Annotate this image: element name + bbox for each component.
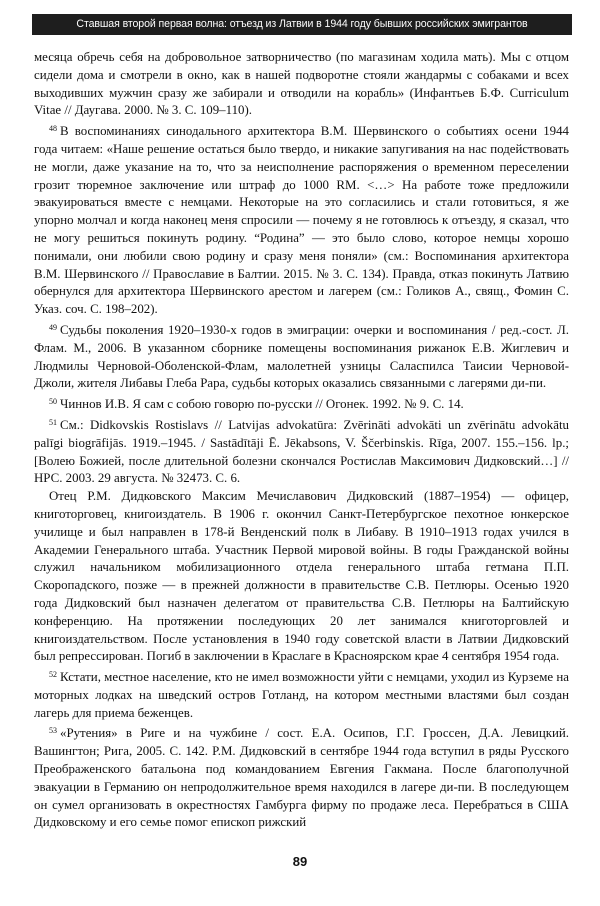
- paragraph-text: Отец Р.М. Дидковского Максим Мечиславович Дидковский (1887–1954) — офицер, книготорговец, книгоиздатель. В 1906 г. окончил Санкт-Петербургское пехотное юнкерское училище и был направлен в 178-й Венденский полк в Либаву. В 1910–1913 годах учился в Академии Генерального штаба. Участник Первой мировой войны. В годы Гражданской войны служил начальником мобилизационного отдела генерального штаба гетмана П.П. Скоропадского, позже — в прежней должности в правительстве С.В. Петлюры. Осенью 1920 года Дидковский был назначен делегатом от правительства С.В. Петлюры на Балтийскую конференцию. На протяжении последующих 20 лет занимался книготорговлей и книгоиздательством. После установления в 1940 году советской власти в Латвии Дидковский был репрессирован. Погиб в заключении в Краслаге в Красноярском крае 4 сентября 1954 года.: [34, 489, 569, 664]
- footnote-number: 50: [49, 397, 57, 407]
- running-header: [32, 14, 572, 35]
- footnote-number: 49: [49, 322, 57, 332]
- paragraph-text: В воспоминаниях синодального архитектора В.М. Шервинского о событиях осени 1944 года читаем: «Наше решение остаться было твердо, и никакие запугивания на нас подействовать не могли, даже указание на то, что за неисполнение распоряжения о временном переселении грозит тюремное заключение или штраф до 1000 RM. <…> На работе тоже предложили эвакуироваться вместе с немцами. Некоторые на это согласились и стали готовиться, я же упорно молчал и когда наконец меня спросили — почему я не готовлюсь к отъезду, я сказал, что не могу решиться покинуть родину. “Родина” — это было слово, которое немцы хорошо понимали, они любили свою родину и сразу меня поняли» (см.: Воспоминания архитектора В.М. Шервинского // Православие в Балтии. 2015. № 3. С. 134). Правда, отказ покинуть Латвию обернулся для архитектора Шервинского арестом и лагерем (см.: Голиков А., свящ., Фомин С. Указ. соч. С. 198–202).: [34, 124, 569, 317]
- footnote-continuation: [34, 49, 569, 120]
- footnote-number: 53: [49, 726, 57, 736]
- running-header-title: Ставшая второй первая волна: отъезд из Латвии в 1944 году бывших российских эмигрантов: [76, 18, 528, 30]
- footnote-53: [34, 722, 569, 832]
- footnote-51-continuation: [34, 488, 569, 666]
- paragraph-text: Кстати, местное население, кто не имел возможности уйти с немцами, уходил из Курземе на моторных лодках на шведский остров Готланд, на котором местными властями был создан лагерь для приема беженцев.: [34, 670, 569, 720]
- footnotes-body: [34, 49, 569, 832]
- paragraph-text: месяца обречь себя на добровольное затворничество (по магазинам ходила мать). Мы с отцом сидели дома и смотрели в окно, как в нашей подворотне стояли жандармы с собаками и всех выходивших мужчин сразу же забирали и отводили на корабль» (Инфантьев Б.Ф. Curriculum Vitae // Даугава. 2000. № 3. С. 109–110).: [34, 50, 569, 118]
- footnote-number: 52: [49, 670, 57, 680]
- footnote-number: 48: [49, 124, 57, 134]
- footnote-48: [34, 120, 569, 319]
- paragraph-text: Судьбы поколения 1920–1930-х годов в эмиграции: очерки и воспоминания / ред.-сост. Л. Флам. М., 2006. В указанном сборнике помещены воспоминания рижанок Е.В. Жиглевич и Людмилы Черновой-Оболенской-Флам, малолетней узницы Саласпилса Таисии Черновой-Джоли, жителя Либавы Глеба Рара, судьбы которых оказались связанными с лагерями ди-пи.: [34, 322, 569, 391]
- footnote-50: [34, 393, 569, 414]
- footnote-52: [34, 666, 569, 722]
- paragraph-text: Чиннов И.В. Я сам с собою говорю по-русски // Огонек. 1992. № 9. С. 14.: [60, 397, 464, 412]
- footnote-51: [34, 414, 569, 488]
- page-number: 89: [292, 854, 308, 869]
- footnote-49: [34, 319, 569, 393]
- paragraph-text: «Рутения» в Риге и на чужбине / сост. Е.А. Осипов, Г.Г. Гроссен, Д.А. Левицкий. Вашингтон; Рига, 2005. С. 142. Р.М. Дидковский в сентябре 1944 года вступил в ряды Русского Преображенского батальона под командованием Евгения Гакмана. После благополучной эвакуации в Германию он непродолжительное время находился в лагере ди-пи. В последующем он сумел организовать в окрестностях Гамбурга фирму по продаже леса. Перебраться в США Дидковскому и его семье помог епископ рижский: [34, 726, 569, 830]
- footnote-number: 51: [49, 417, 57, 427]
- paragraph-text: См.: Didkovskis Rostislavs // Latvijas advokatūra: Zvērināti advokāti un zvērinātu advokātu palīgi biogrāfijās. 1919.–1945. / Sastādītāji Ē. Jēkabsons, V. Ščerbinskis. Rīga, 2007. 155.–156. lp.; [Волею Божией, после длительной болезни скончался Ростислав Максимович Дидковский…] // НРС. 2003. 29 августа. № 32473. С. 6.: [34, 417, 569, 486]
